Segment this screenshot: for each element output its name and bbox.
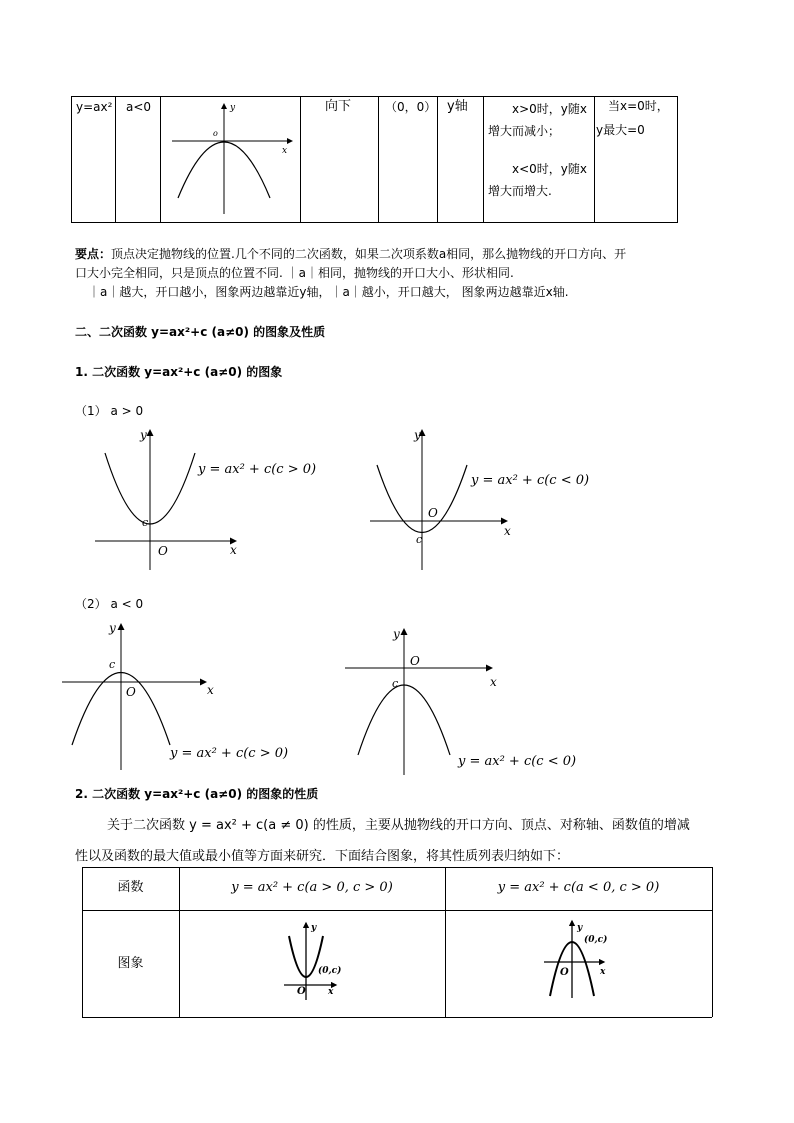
case1-label: （1） a > 0 <box>75 404 144 418</box>
table-mono-1: x>0时，y随x增大而减小； <box>488 102 587 138</box>
graph2-y-label: y <box>414 428 421 442</box>
section2-title: 二、二次函数 y=ax²+c (a≠0) 的图象及性质 <box>75 325 326 339</box>
graph1-equation: y = ax² + c(c > 0) <box>198 462 317 477</box>
tbl-graph1-pt-label: (0,c) <box>318 966 342 976</box>
section2-sub1: 1. 二次函数 y=ax²+c (a≠0) 的图象 <box>75 365 283 379</box>
tbl-graph1-o-label: O <box>297 986 306 997</box>
tbl-graph1-y-label: y <box>311 923 317 933</box>
graph3-x-label: x <box>207 683 214 697</box>
table-cond: a<0 <box>126 100 152 114</box>
graph3-o-label: O <box>126 685 136 699</box>
table-graph-downward <box>540 918 640 1003</box>
table-graph-upward <box>278 918 368 1003</box>
table-graph-y-label: y <box>230 103 236 113</box>
graph1-x-label: x <box>230 543 237 557</box>
graph2-c-label: c <box>416 533 423 546</box>
graph4-equation: y = ax² + c(c < 0) <box>458 754 577 769</box>
tbl-graph2-y-label: y <box>577 923 583 933</box>
graph2-o-label: O <box>428 506 438 520</box>
table-header-col2: y = ax² + c(a < 0, c > 0) <box>497 880 660 895</box>
table-graph-o-label: o <box>213 129 218 138</box>
graph3-c-label: c <box>109 658 116 671</box>
table-extreme: 当x=0时， <box>608 99 669 113</box>
table-func: y=ax² <box>76 100 113 114</box>
tbl-graph2-x-label: x <box>600 967 606 977</box>
tbl-graph1-x-label: x <box>328 987 334 997</box>
graph-a-neg-c-neg <box>340 625 600 780</box>
graph4-c-label: c <box>392 677 399 690</box>
key-points-text1: 顶点决定抛物线的位置.几个不同的二次函数，如果二次项系数a相同，那么抛物线的开口方向、开 <box>111 247 627 261</box>
table-mono-2: x<0时，y随x增大而增大. <box>488 162 587 198</box>
section2-para2: 性以及函数的最大值或最小值等方面来研究．下面结合图象，将其性质列表归纳如下： <box>75 849 570 864</box>
graph4-o-label: O <box>410 654 420 668</box>
graph1-c-label: c <box>142 516 149 529</box>
key-points-line2: 口大小完全相同，只是顶点的位置不同. ｜a｜相同，抛物线的开口大小、形状相同. <box>75 266 514 280</box>
graph3-y-label: y <box>109 621 116 635</box>
key-points-line3: ｜a｜越大，开口越小，图象两边越靠近y轴，｜a｜越小，开口越大， 图象两边越靠近x轴. <box>88 285 569 299</box>
table-header-func: 函数 <box>117 880 144 895</box>
table-extreme-val: y最大=0 <box>596 123 645 137</box>
graph4-x-label: x <box>490 675 497 689</box>
key-points-label: 要点： <box>75 247 112 261</box>
table-axis: y轴 <box>447 99 468 114</box>
graph-a-pos-c-pos <box>90 425 340 575</box>
graph2-equation: y = ax² + c(c < 0) <box>471 473 590 488</box>
table-opening: 向下 <box>325 99 352 114</box>
graph-a-neg-c-pos <box>58 620 318 775</box>
graph1-o-label: O <box>158 544 168 558</box>
graph1-y-label: y <box>140 428 147 442</box>
graph4-y-label: y <box>393 627 400 641</box>
key-points-line1 <box>75 246 735 262</box>
section2-para1: 关于二次函数 y = ax² + c(a ≠ 0) 的性质，主要从抛物线的开口方向、顶点、对称轴、函数值的增减 <box>107 818 690 833</box>
graph-a-pos-c-neg <box>365 425 605 575</box>
case2-label: （2） a < 0 <box>75 597 144 611</box>
section2-sub2: 2. 二次函数 y=ax²+c (a≠0) 的图象的性质 <box>75 787 319 801</box>
graph3-equation: y = ax² + c(c > 0) <box>170 746 289 761</box>
table-parabola-graph <box>160 96 300 222</box>
table-vertex: （0，0） <box>385 100 437 114</box>
table-graph-x-label: x <box>282 146 288 156</box>
table-header-col1: y = ax² + c(a > 0, c > 0) <box>231 880 393 895</box>
table-row-graph-label: 图象 <box>117 956 144 971</box>
graph2-x-label: x <box>504 524 511 538</box>
tbl-graph2-o-label: O <box>560 967 569 978</box>
tbl-graph2-pt-label: (0,c) <box>584 935 608 945</box>
